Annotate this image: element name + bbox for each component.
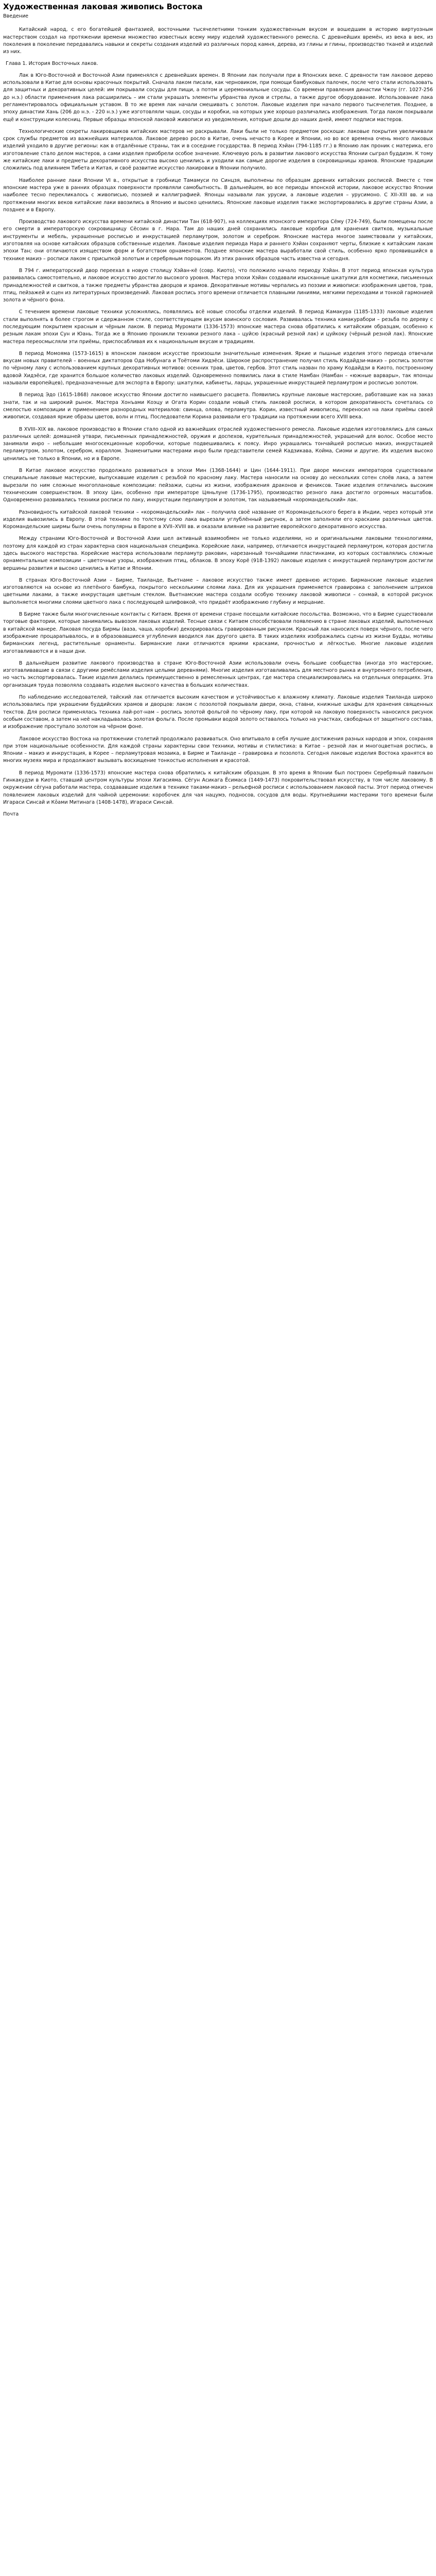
document-title: Художественная лаковая живопись Востока xyxy=(3,2,203,11)
body-paragraph: В 794 г. императорский двор переехал в новую столицу Хэйан-кё (совр. Киото), что положило начало периоду Хэйан. В этот период японская культура развивалась самостоятельно, и лаковое искусство достигло высокого уровня. Мастера эпохи Хэйан создавали изысканные шкатулки для косметики, письменных принадлежностей и свитков, а также предметы убранства дворцов и храмов. Декоративные мотивы черпались из поэзии и живописи: изображения цветов, трав, птиц, пейзажей и сцен из литературных произведений. Лаковая роспись этого времени отличается плавными линиями, мягкими переходами и тонкой гармонией золота и чёрного фона. xyxy=(3,267,433,303)
body-paragraph: По наблюдению исследователей, тайский лак отличается высоким качеством и устойчивостью к влажному климату. Лаковые изделия Таиланда широко использовались при украшении буддийских храмов и дворцов: лаком с позолотой покрывали двери, окна, ставни, книжные шкафы для хранения священных текстов. Для росписи применялась техника лай-рот-нам – роспись золотой фольгой по чёрному лаку, при которой на лаковую поверхность наносился рисунок особым составом, а затем на неё накладывалась золотая фольга. После промывки водой золото оставалось только на участках, свободных от защитного состава, и изображение проступало золотом на чёрном фоне. xyxy=(3,694,433,730)
intro-section xyxy=(3,26,433,56)
body-paragraph: В странах Юго-Восточной Азии – Бирме, Таиланде, Вьетнаме – лаковое искусство также имеет древнюю историю. Бирманские лаковые изделия изготовляются на основе из плетёного бамбука, покрытого несколькими слоями лака. Для их украшения применяется гравировка с заполнением штрихов цветными лаками, а также инкрустация цветным стеклом. Вьетнамские мастера создали особую технику лаковой живописи – сонмай, в которой рисунок выполняется многими слоями цветного лака с последующей шлифовкой, что придаёт изображению глубину и мерцание. xyxy=(3,577,433,605)
body-paragraph: В XVIII–XIX вв. лаковое производство в Японии стало одной из важнейших отраслей художественного ремесла. Лаковые изделия изготовлялись для самых различных целей: домашней утвари, письменных принадлежностей, оружия и доспехов, курительных принадлежностей, украшений для волос. Особое место занимали инро – небольшие многосекционные коробочки, которые подвешивались к поясу. Инро украшались тончайшей росписью макиэ, инкрустацией перламутром, золотом, серебром, кораллом. Знаменитыми мастерами инро были представители семей Кадзикава, Койма, Сиоми и другие. Их изделия высоко ценились не только в Японии, но и в Европе. xyxy=(3,426,433,462)
chapter-section xyxy=(3,60,433,806)
intro-heading: Введение xyxy=(3,13,29,19)
chapter-heading: Глава 1. История Восточных лаков. xyxy=(6,61,98,67)
body-paragraph: Производство лакового искусства времени китайской династии Тан (618-907), на коллекциях японского императора Сёму (724-749), были помещены после его смерти в императорскую сокровищницу Сёсоин в г. Нара. Там до наших дней сохранились лаковые коробки для хранения свитков, музыкальные инструменты и мебель, украшенные росписью и инкрустацией перламутром, золотом и серебром. Японские мастера многое заимствовали у китайских, изготовляя на основе китайских образцов собственные изделия. Лаковые изделия периода Нара и раннего Хэйан сохраняют черты, близкие к китайским лакам эпохи Тан; они отличаются изяществом форм и богатством орнаментов. Позднее японские мастера выработали свой стиль, особенно ярко проявившийся в технике макиэ – росписи лаком с присыпкой золотым и серебряным порошком. Из этих ранних образцов часть известна и сегодня. xyxy=(3,219,433,262)
document-page xyxy=(0,0,436,821)
body-paragraph: В период Муромати (1336-1573) японские мастера снова обратились к китайским образцам. В это время в Японии был построен Серебряный павильон Гинкакудзи в Киото, ставший центром культуры эпохи Хигасияма. Сёгун Асикага Ёсимаса (1449-1473) покровительствовал искусству, в том числе лаковому. В окружении сёгуна работали мастера, создававшие изделия в технике таками-макиэ – рельефной росписи с использованием лаковой пасты. Этот период отмечен появлением лаковых изделий для чайной церемонии: коробочек для чая нацумэ, подносов, сосудов для воды. Крупнейшими мастерами того времени были Игараси Синсай и Кōами Митинага (1408-1478), Игараси Синсай. xyxy=(3,770,433,805)
body-paragraph: Наиболее ранние лаки Японии VI в., открытые в гробнице Тамамуси по Синцзя, выполнены по образцам древних китайских росписей. Вместе с тем японские мастера уже в ранних образцах поверхности проявляли самобытность. В дальнейшем, во все периоды японской истории, лаковое искусство Японии наиболее тесно перекликалось с живописью, поэзией и каллиграфией. Японцы называли лак урусии, а лаковые изделия – урусимоно. С XII–XIII вв. и на протяжении многих веков китайские лаки ввозились в Японию и высоко ценились. Японские лаковые изделия также экспортировались в другие страны Азии, а позднее и в Европу. xyxy=(3,177,433,213)
body-paragraph: Лаковое искусство Востока на протяжении столетий продолжало развиваться. Оно впитывало в себя лучшие достижения разных народов и эпох, сохраняя при этом национальные особенности. Для каждой страны характерны свои техники, мотивы и стилистика: в Китае – резной лак и многоцветная роспись, в Японии – макиэ и инкрустация, в Корее – перламутровая мозаика, в Бирме и Таиланде – гравировка и позолота. Сегодня лаковые изделия Востока хранятся во многих музеях мира и продолжают вызывать восхищение тонкостью исполнения и красотой. xyxy=(3,736,433,764)
body-paragraph: В период Эдо (1615-1868) лаковое искусство Японии достигло наивысшего расцвета. Появились крупные лаковые мастерские, работавшие как на заказ знати, так и на широкий рынок. Мастера Хонъами Коэцу и Огата Корин создали новый стиль лаковой росписи, в котором декоративность сочеталась со смелостью композиции и применением разнородных материалов: свинца, олова, перламутра. Корин, известный живописец, переносил на лаки приёмы своей живописи, создавая яркие образы цветов, волн и птиц. Последователи Корина развивали его традиции на протяжении всего XVIII века. xyxy=(3,392,433,420)
body-paragraph: С течением времени лаковые техники усложнялись, появлялись всё новые способы отделки изделий. В период Камакура (1185-1333) лаковые изделия стали выполнять в более строгом и сдержанном стиле, соответствующем вкусам воинского сословия. Развивалась техника камакурабори – резьба по дереву с последующим покрытием красным и чёрным лаком. В период Муромати (1336-1573) японские мастера снова обратились к китайским образцам, особенно к резным лакам эпохи Сун и Юань. Тогда же в Японию проникли техники резного лака – цуйсю (красный резной лак) и цуйкоку (чёрный резной лак). Японские мастера переосмысляли эти приёмы, приспосабливая их к национальным вкусам и традициям. xyxy=(3,309,433,345)
body-paragraph: Между странами Юго-Восточной и Восточной Азии шел активный взаимообмен не только изделиями, но и оригинальными лаковыми технологиями, поэтому для каждой из стран характерна своя национальная специфика. Корейские лаки, например, отличаются инкрустацией перламутром, которая достигла здесь высокого мастерства. Корейские мастера использовали перламутр раковин, нарезанный тончайшими пластинками, из которых составлялись сложные орнаментальные композиции – цветочные узоры, изображения птиц, облаков. В эпоху Корё (918-1392) лаковые изделия с инкрустацией перламутром достигли вершины развития и высоко ценились в Китае и Японии. xyxy=(3,536,433,571)
body-paragraph: В дальнейшем развитие лакового производства в стране Юго-Восточной Азии использовали очень большие сообщества (иногда это мастерские, изготавливавшие в связи с другими ремёслами изделия целыми деревнями). Многие изделия изготавливались для местного рынка и внутреннего потребления, но часть экспортировалась. Такие изделия делались преимущественно в ремесленных центрах, где мастера специализировались на отдельных операциях. Эта организация труда позволяла создавать изделия высокого качества в больших количествах. xyxy=(3,660,433,688)
body-paragraph: В Китае лаковое искусство продолжало развиваться в эпохи Мин (1368-1644) и Цин (1644-1911). При дворе минских императоров существовали специальные лаковые мастерские, выпускавшие изделия с резьбой по красному лаку. Мастера наносили на основу до нескольких сотен слоёв лака, а затем вырезали по ним сложные многоплановые композиции: пейзажи, сцены из жизни, изображения драконов и фениксов. Такие изделия отличались высоким техническим совершенством. В эпоху Цин, особенно при императоре Цяньлуне (1736-1795), производство резного лака достигло огромных масштабов. Одновременно развивались техники росписи по лаку, инкрустации перламутром и золотом, так называемый «коромандельский» лак. xyxy=(3,468,433,503)
footer-label: Почта xyxy=(3,811,19,818)
intro-paragraph: Китайский народ, с его богатейшей фантазией, восточными тысячелетними тонким художественным вкусом и вошедшим в историю виртуозным мастерством создал на протяжении времени множество известных всему миру изделий художественного ремесла. С древнейших времён, из века в век, из поколения в поколение передавались навыки и секреты создания изделий из различных пород камня, дерева, из глины и глины, производство тканей и изделий из них. xyxy=(3,27,433,55)
body-paragraph: Разновидность китайской лаковой техники – «коромандельский» лак – получила своё название от Коромандельского берега в Индии, через который эти изделия вывозились в Европу. В этой технике по толстому слою лака вырезали углублённый рисунок, а затем заполняли его красками различных цветов. Коромандельские ширмы были очень популярны в Европе в XVII–XVIII вв. и оказали влияние на развитие европейского декоративного искусства. xyxy=(3,509,433,530)
body-paragraph: Технологические секреты лакировщиков китайских мастеров не раскрывали. Лаки были не только предметом роскоши: лаковые покрытия увеличивали срок службы предметов из важнейших материалов. Лаковое дерево росло в Китае, очень нечасто в Корее и Японии, но во все времена очень много лаковых изделий уходило в другие регионы: как в отдалённые страны, так и в соседние государства. В период Хэйан (794-1185 гг.) в Японию лак проник с материка, его изготовление стало делом мастеров, а сами изделия приобрели особое значение. Ключевую роль в развитии лакового искусства Японии сыграл буддизм. К тому же китайские лаки и предметы декоративного искусства высоко ценились и уходили как самые дорогие изделия в сокровищницы храмов. Японские традиции сложились под влиянием Тибета и Китая, и своё развитие искусство лакировки в Японии получило. xyxy=(3,128,433,172)
body-paragraph: В Бирме также были многочисленные контакты с Китаем. Время от времени стране посещали китайские посольства. Возможно, что в Бирме существовали торговые фактории, которые занимались вывозом лаковых изделий. Тесные связи с Китаем способствовали появлению в стране лаковых изделий, выполненных в китайской манере. Лаковая посуда Бирмы (ваза, чаша, коробки) декорировалась гравированным рисунком. Красный лак наносился поверх чёрного, после чего изображение процарапывалось, и в образовавшиеся углубления вводился лак другого цвета. В таких изделиях изображались сцены из жизни Будды, мотивы бирманских легенд, растительные орнаменты. Бирманские лаки отличаются яркими красками, прочностью и лёгкостью. Многие лаковые изделия изготавливаются и в наши дни. xyxy=(3,612,433,654)
body-paragraph: Лак в Юго-Восточной и Восточной Азии применялся с древнейших времен. В Японии лак получали при в Японских веке. С древности там лаковое дерево использовали в Китае для основы красочных покрытий. Сначала лаком писали, как черновиком, при помощи бамбуковых палочек, после чего стали использовать для защитных и декоративных целей: им покрывали сосуды для пищи, а потом и церемониальные сосуды. Со времени правления династии Чжоу (гг. 1027-256 до н.э.) области применения лака расширились – им стали украшать элементы убранства луков и стрелы, а также другое оборудование. Использование лака регламентировалось официальным уставом. В то же время лак начали смешивать с золотом. Лаковые изделия при начало первого тысячелетия. Позднее, в эпоху династии Хань (206 до н.э. - 220 н.э.) уже изготовляли чаши, сосуды и коробки, на которых уже хорошо различались изображения. Тогда лаком покрывали ещё и конструкции колесниц. Первые образцы японской лаковой живописи из уведомления, которые дошли до наших дней, имеют подписи мастеров. xyxy=(3,72,433,123)
body-paragraph: В период Момояма (1573-1615) в японском лаковом искусстве произошли значительные изменения. Яркие и пышные изделия этого периода отвечали вкусам новых правителей – военных диктаторов Ода Нобунага и Тоётоми Хидэёси. Широкое распространение получил стиль Кодайдзи-макиэ – роспись золотом по чёрному лаку с использованием крупных декоративных мотивов: осенних трав, цветов, гербов. Этот стиль назван по храму Кодайдзи в Киото, построенному вдовой Хидэёси, где хранится большое количество лаковых изделий. Одновременно появились лаки в стиле Намбан (Намбан – «южные варвары», так японцы называли европейцев), предназначенные для экспорта в Европу: шкатулки, кабинеты, ларцы, украшенные инкрустацией перламутром и росписью золотом. xyxy=(3,350,433,386)
